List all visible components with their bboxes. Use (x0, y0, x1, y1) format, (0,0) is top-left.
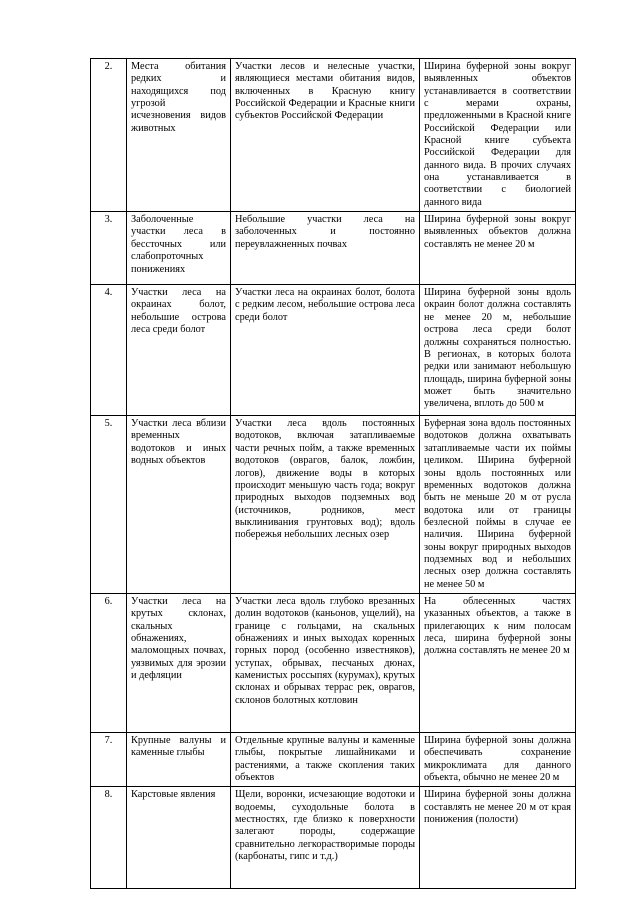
table-row (91, 212, 576, 285)
row-number: 3. (91, 212, 127, 285)
table-row (91, 416, 576, 594)
object-description: Небольшие участки леса на заболоченных и постоянно переувлажненных почвах (231, 212, 420, 285)
table-row (91, 59, 576, 212)
buffer-zone-requirement: Ширина буферной зоны должна обеспечивать сохранение микроклимата для данного объекта, обычно не менее 20 м (420, 732, 576, 786)
row-number: 7. (91, 732, 127, 786)
object-description: Участки лесов и нелесные участки, являющиеся местами обитания видов, включенных в Красную книгу Российской Федерации и Красные книги субъектов Российской Федерации (231, 59, 420, 212)
object-name: Участки леса на окраинах болот, небольшие острова леса среди болот (127, 285, 231, 416)
table-row (91, 285, 576, 416)
object-description: Участки леса вдоль глубоко врезанных долин водотоков (каньонов, ущелий), на границе с гольцами, на скальных обнажениях и иных выходах коренных горных пород (особенно известняков), уступах, обрывах, песчаных дюнах, каменистых россыпях (курумах), крутых склонах и обрывах террас рек, оврагов, склонов болотных котловин (231, 593, 420, 732)
object-description: Щели, воронки, исчезающие водотоки и водоемы, суходольные болота в местностях, где близко к поверхности залегают породы, содержащие сравнительно легкорастворимые породы (карбонаты, гипс и т.д.) (231, 787, 420, 889)
row-number: 8. (91, 787, 127, 889)
buffer-zone-requirement: На облесенных частях указанных объектов, а также в прилегающих к ним полосам леса, ширина буферной зоны должна составлять не менее 20 м (420, 593, 576, 732)
row-number: 5. (91, 416, 127, 594)
buffer-zone-requirement: Ширина буферной зоны вокруг выявленных объектов устанавливается в соответствии с мерами охраны, предложенными в Красной книге Российской Федерации или Красной книге субъекта Российской Федерации для данного вида. В прочих случаях она устанавливается в соответствии с биологией данного вида (420, 59, 576, 212)
table-row (91, 593, 576, 732)
object-name: Заболоченные участки леса в бессточных или слабопроточных понижениях (127, 212, 231, 285)
row-number: 6. (91, 593, 127, 732)
object-name: Места обитания редких и находящихся под угрозой исчезновения видов животных (127, 59, 231, 212)
buffer-zone-requirement: Ширина буферной зоны вдоль окраин болот должна составлять не менее 20 м, небольшие острова леса среди болот должны сохраняться полностью. В регионах, в которых болота редки или занимают небольшую площадь, ширина буферной зоны может быть значительно увеличена, вплоть до 500 м (420, 285, 576, 416)
row-number: 4. (91, 285, 127, 416)
object-name: Карстовые явления (127, 787, 231, 889)
object-description: Участки леса вдоль постоянных водотоков, включая затапливаемые части речных пойм, а также временных водотоков (оврагов, балок, ложбин, логов), движение воды в которых происходит меньшую часть года; вокруг природных выходов подземных вод (источников, родников, мест выклинивания грунтовых вод); вдоль побережья небольших лесных озер (231, 416, 420, 594)
object-name: Участки леса на крутых склонах, скальных обнажениях, маломощных почвах, уязвимых для эрозии и дефляции (127, 593, 231, 732)
table-row (91, 732, 576, 786)
row-number: 2. (91, 59, 127, 212)
object-description: Участки леса на окраинах болот, болота с редким лесом, небольшие острова леса среди болот (231, 285, 420, 416)
object-name: Крупные валуны и каменные глыбы (127, 732, 231, 786)
table-row (91, 787, 576, 889)
document-page (90, 58, 575, 889)
buffer-zone-requirement: Буферная зона вдоль постоянных водотоков должна охватывать затапливаемые части их поймы целиком. Ширина буферной зоны вдоль постоянных или временных водотоков должна быть не меньше 20 м от русла водотока или от границы безлесной поймы в случае ее наличия. Ширина буферной зоны вокруг природных выходов подземных вод и небольших лесных озер должна составлять не менее 50 м (420, 416, 576, 594)
object-name: Участки леса вблизи временных водотоков и иных водных объектов (127, 416, 231, 594)
buffer-zone-requirement: Ширина буферной зоны вокруг выявленных объектов должна составлять не менее 20 м (420, 212, 576, 285)
buffer-zone-requirement: Ширина буферной зоны должна составлять не менее 20 м от края понижения (полости) (420, 787, 576, 889)
buffer-zones-table (90, 58, 576, 889)
object-description: Отдельные крупные валуны и каменные глыбы, покрытые лишайниками и растениями, а также скопления таких объектов (231, 732, 420, 786)
